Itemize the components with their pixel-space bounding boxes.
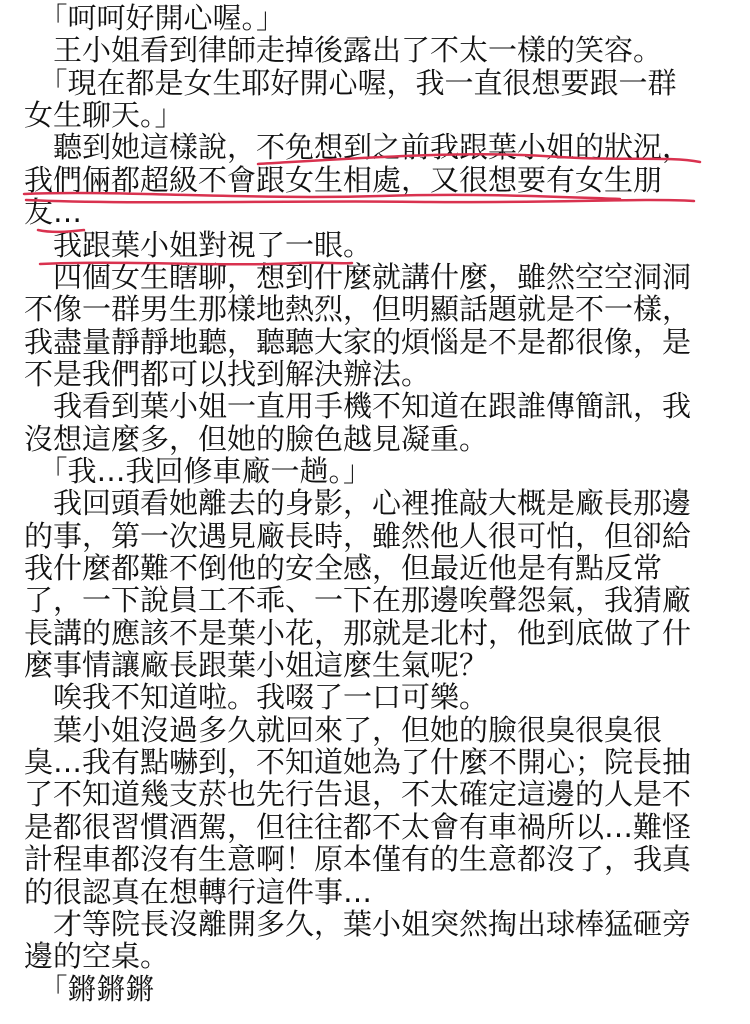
text-line: 聽到她這樣說，不免想到之前我跟葉小姐的狀況，: [24, 130, 692, 165]
text-line: 「鏘鏘鏘: [24, 971, 155, 1006]
text-line: 邊的空桌。: [24, 939, 170, 974]
text-line: 四個女生瞎聊，想到什麼就講什麼，雖然空空洞洞: [24, 259, 692, 294]
text-line: 不像一群男生那樣地熱烈，但明顯話題就是不一樣，: [24, 292, 692, 327]
text-line: 「呵呵好開心喔。」: [24, 1, 286, 35]
text-line: 是都很習慣酒駕，但往往都不太會有車禍所以…難怪: [24, 809, 692, 844]
text-line: 計程車都沒有生意啊！原本僅有的生意都沒了，我真: [24, 842, 692, 877]
text-line: 「我…我回修車廠一趟。」: [24, 453, 373, 488]
text-line: 唉我不知道啦。我啜了一口可樂。: [24, 680, 489, 715]
text-line: 女生聊天。」: [24, 98, 184, 133]
underline-mark-3: [26, 200, 694, 202]
text-line: 我們倆都超級不會跟女生相處，又很想要有女生朋: [24, 162, 663, 197]
text-line: 我盡量靜靜地聽，聽聽大家的煩惱是不是都很像，是: [24, 324, 692, 359]
text-line: 我跟葉小姐對視了一眼。: [24, 227, 373, 262]
text-line: 王小姐看到律師走掉後露出了不太一樣的笑容。: [24, 33, 663, 68]
text-line: 葉小姐沒過多久就回來了，但她的臉很臭很臭很: [24, 712, 663, 747]
text-line: 的很認真在想轉行這件事…: [24, 874, 373, 909]
text-line: 臭…我有點嚇到，不知道她為了什麼不開心；院長抽: [24, 745, 692, 780]
text-line: 友…: [24, 195, 83, 230]
text-line: 了不知道幾支菸也先行告退，不太確定這邊的人是不: [24, 777, 692, 812]
text-line: 長講的應該不是葉小花，那就是北村，他到底做了什: [24, 615, 692, 650]
text-line: 我回頭看她離去的身影，心裡推敲大概是廠長那邊: [24, 486, 692, 521]
text-line: 我什麼都難不倒他的安全感，但最近他是有點反常: [24, 551, 663, 585]
text-line: 我看到葉小姐一直用手機不知道在跟誰傳簡訊，我: [24, 389, 692, 424]
text-line: 麼事情讓廠長跟葉小姐這麼生氣呢？: [24, 648, 489, 682]
text-line: 才等院長沒離開多久，葉小姐突然掏出球棒猛砸旁: [24, 906, 692, 941]
text-line: 沒想這麼多，但她的臉色越見凝重。: [24, 421, 489, 456]
text-line: 「現在都是女生耶好開心喔，我一直很想要跟一群: [24, 65, 677, 100]
text-line: 不是我們都可以找到解決辦法。: [24, 356, 431, 391]
text-line: 的事，第一次遇見廠長時，雖然他人很可怕，但卻給: [24, 518, 692, 553]
text-line: 了，一下說員工不乖、一下在那邊唉聲怨氣，我猜廠: [24, 583, 692, 618]
